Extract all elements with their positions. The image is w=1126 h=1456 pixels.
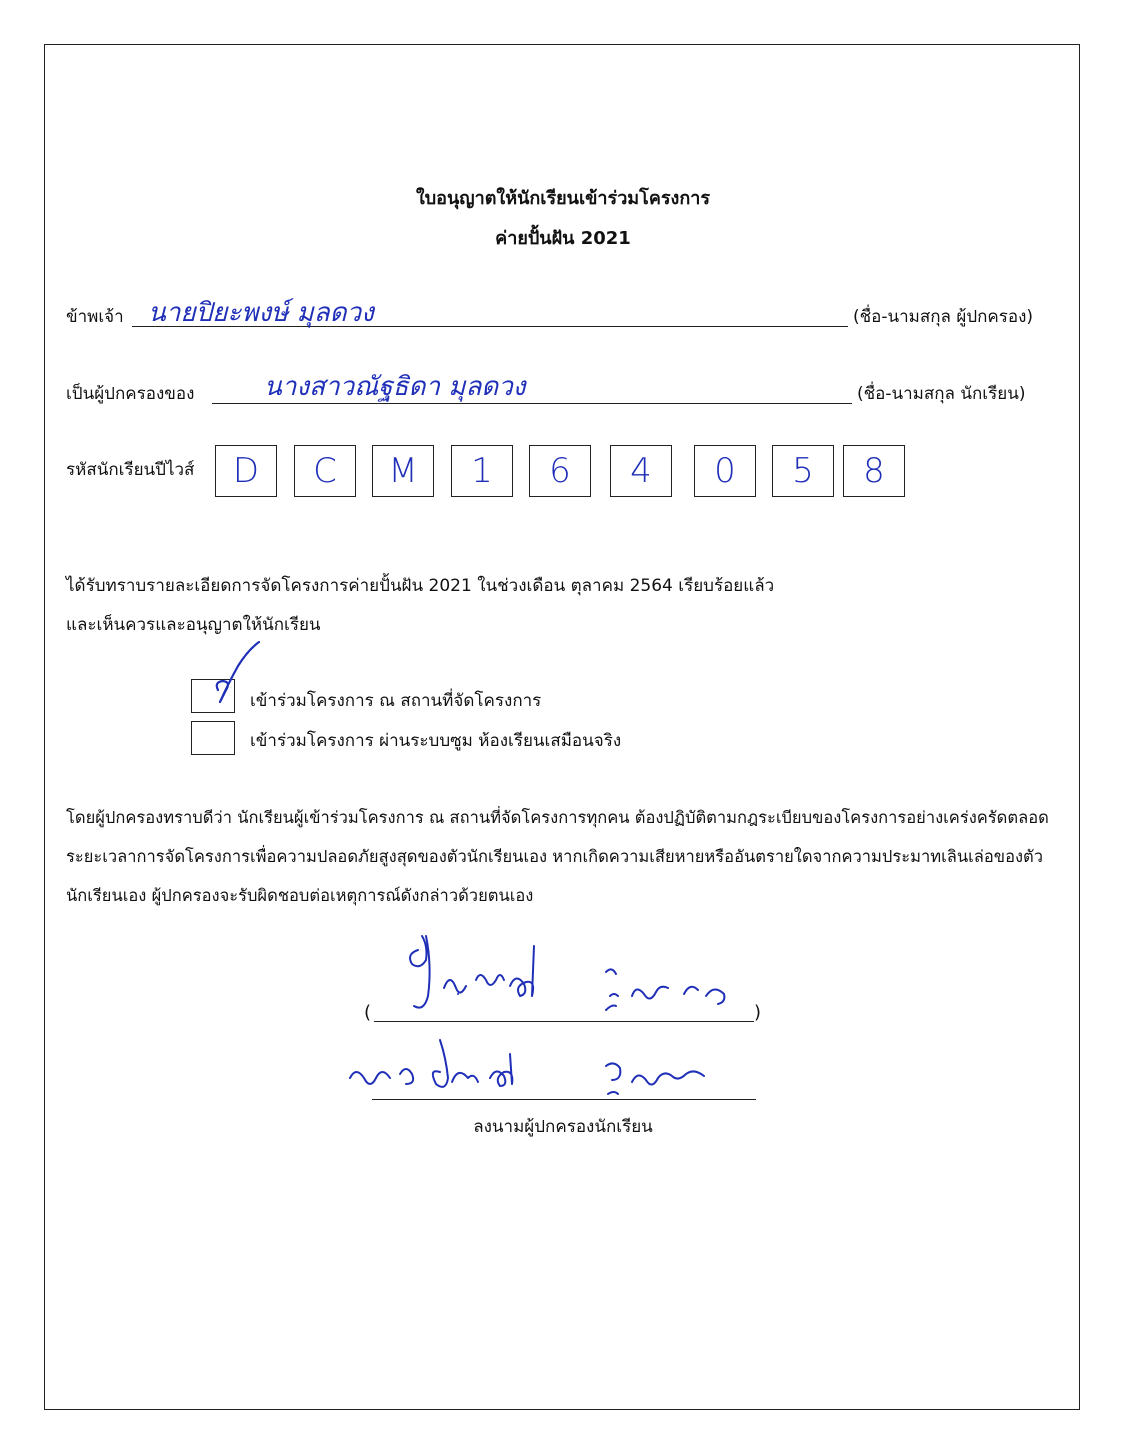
option-onsite-label: เข้าร่วมโครงการ ณ สถานที่จัดโครงการ bbox=[250, 691, 542, 711]
terms-paragraph: โดยผู้ปกครองทราบดีว่า นักเรียนผู้เข้าร่วมโครงการ ณ สถานที่จัดโครงการทุกคน ต้องปฏิบัติตามกฎระเบียบของโครงการอย่างเคร่งครัดตลอดระยะเวลาการจัดโครงการเพื่อความปลอดภัยสูงสุดของตัวนักเรียนเอง หากเกิดความเสียหายหรืออันตรายใดจากความประมาทเลินเล่อของตัวนักเรียนเอง ผู้ปกครองจะรับผิดชอบต่อเหตุการณ์ดังกล่าวด้วยตนเอง bbox=[66, 808, 1049, 905]
id-box-1: D bbox=[215, 445, 277, 497]
option-zoom-label: เข้าร่วมโครงการ ผ่านระบบซูม ห้องเรียนเสมือนจริง bbox=[250, 731, 622, 751]
ack-line-1: ได้รับทราบรายละเอียดการจัดโครงการค่ายปั้นฝัน 2021 ในช่วงเดือน ตุลาคม 2564 เรียบร้อยแล้ว bbox=[66, 576, 775, 596]
id-box-3: M bbox=[372, 445, 434, 497]
student-suffix: (ชื่อ-นามสกุล นักเรียน) bbox=[857, 384, 1026, 404]
id-box-6: 4 bbox=[610, 445, 672, 497]
form-title: ใบอนุญาตให้นักเรียนเข้าร่วมโครงการ bbox=[415, 188, 711, 209]
id-box-4: 1 bbox=[451, 445, 513, 497]
guardian-label: ข้าพเจ้า bbox=[66, 307, 124, 327]
ack-line-2: และเห็นควรและอนุญาตให้นักเรียน bbox=[66, 615, 321, 635]
id-box-2: C bbox=[294, 445, 356, 497]
student-id-label: รหัสนักเรียนปีไวส์ bbox=[66, 460, 195, 480]
signature-close-paren: ) bbox=[754, 1002, 762, 1023]
signature-caption: ลงนามผู้ปกครองนักเรียน bbox=[473, 1117, 653, 1137]
student-name-handwritten: นางสาวณัฐธิดา มุลดวง bbox=[264, 372, 526, 402]
printed-name-line bbox=[372, 1099, 756, 1100]
form-subtitle: ค่ายปั้นฝัน 2021 bbox=[495, 228, 631, 249]
student-label: เป็นผู้ปกครองของ bbox=[66, 384, 195, 404]
signature-open-paren: ( bbox=[364, 1002, 372, 1023]
guardian-name-handwritten: นายปิยะพงษ์ มุลดวง bbox=[148, 298, 374, 328]
id-box-9: 8 bbox=[843, 445, 905, 497]
id-box-8: 5 bbox=[772, 445, 834, 497]
guardian-suffix: (ชื่อ-นามสกุล ผู้ปกครอง) bbox=[853, 307, 1034, 327]
id-box-7: 0 bbox=[694, 445, 756, 497]
id-box-5: 6 bbox=[529, 445, 591, 497]
signature-line bbox=[374, 1021, 754, 1022]
